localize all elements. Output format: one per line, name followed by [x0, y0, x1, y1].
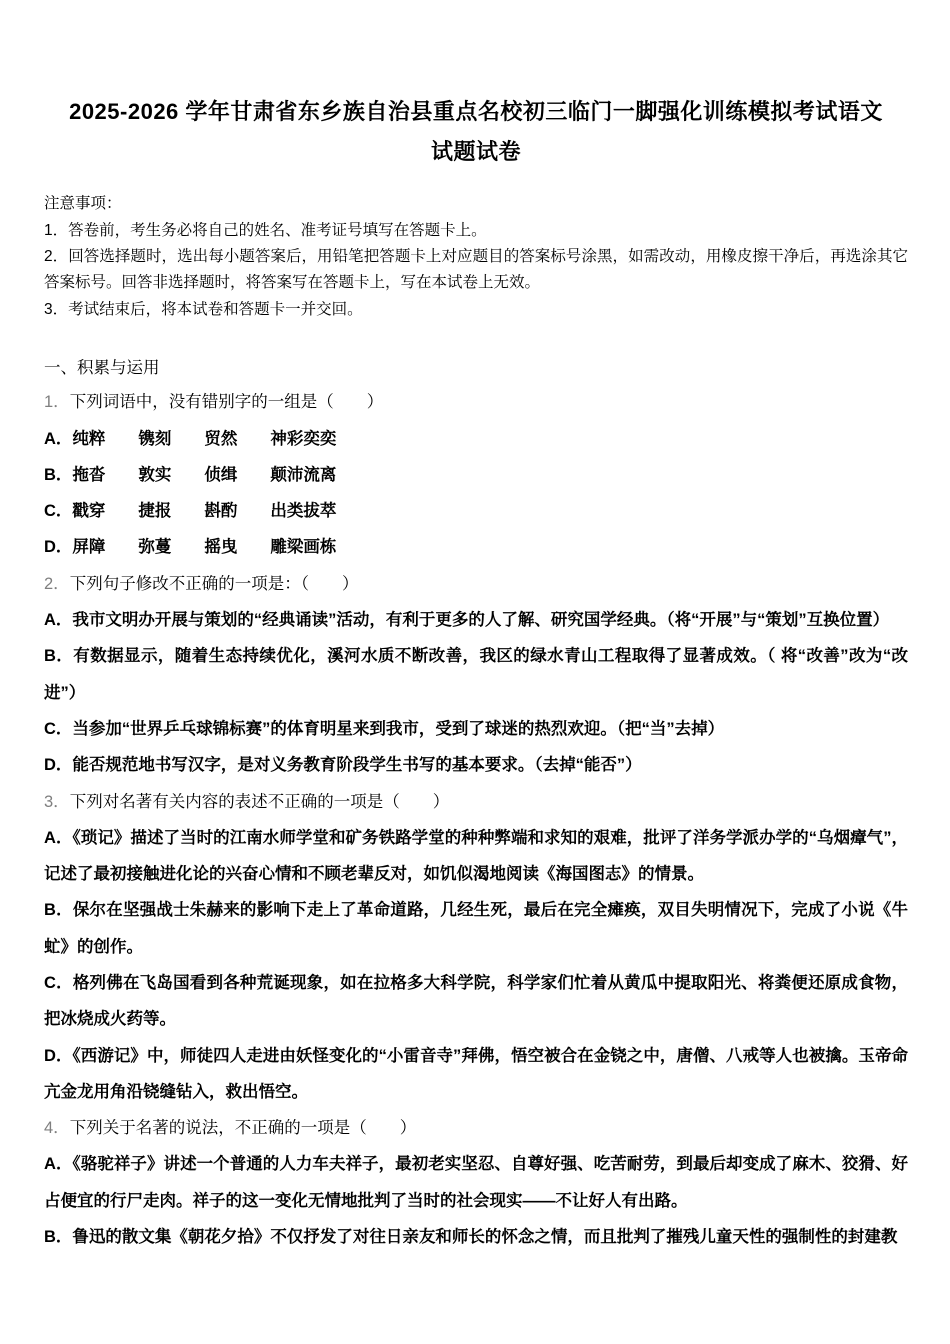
question-3-stem-text: 下列对名著有关内容的表述不正确的一项是（ ）	[69, 792, 450, 811]
question-1-option-c: C．戳穿 捷报 斟酌 出类拔萃	[44, 502, 337, 521]
question-2-option-c: C．当参加“世界乒乓球锦标赛”的体育明星来到我市，受到了球迷的热烈欢迎。（把“当”去掉）	[44, 719, 725, 738]
question-3-option-d: D．《西游记》中，师徒四人走进由妖怪变化的“小雷音寺”拜佛，悟空被合在金铙之中，唐僧、八戒等人也被擒。玉帝命亢金龙用角沿铙缝钻入，救出悟空。	[44, 1046, 908, 1101]
question-2-number: 2．	[44, 574, 70, 593]
question-1-stem-text: 下列词语中，没有错别字的一组是（ ）	[69, 393, 384, 412]
question-3	[44, 784, 908, 1111]
notice-item-2: 2．回答选择题时，选出每小题答案后，用铅笔把答题卡上对应题目的答案标号涂黑，如需改动，用橡皮擦干净后，再选涂其它答案标号。回答非选择题时，将答案写在答题卡上，写在本试卷上无效。	[44, 247, 908, 292]
question-2-option-a: A．我市文明办开展与策划的“经典诵读”活动，有利于更多的人了解、研究国学经典。（将“开展”与“策划”互换位置）	[44, 611, 890, 630]
notice-item-1: 1．答卷前，考生务必将自己的姓名、准考证号填写在答题卡上。	[44, 221, 487, 239]
question-4-number: 4．	[44, 1119, 70, 1138]
question-2-option-b: B．有数据显示，随着生态持续优化，溪河水质不断改善，我区的绿水青山工程取得了显著成效。（ 将“改善”改为“改进”）	[44, 647, 908, 702]
question-1	[44, 384, 908, 565]
question-3-number: 3．	[44, 792, 70, 811]
question-3-option-a: A．《琐记》描述了当时的江南水师学堂和矿务铁路学堂的种种弊端和求知的艰难，批评了洋务学派办学的“乌烟瘴气”，记述了最初接触进化论的兴奋心情和不顾老辈反对，如饥似渴地阅读《海国图志》的情景。	[44, 828, 908, 884]
question-4-stem-text: 下列关于名著的说法，不正确的一项是（ ）	[69, 1119, 417, 1138]
question-2	[44, 566, 908, 784]
question-4	[44, 1110, 908, 1255]
notice-heading: 注意事项：	[44, 195, 122, 213]
question-2-option-d: D．能否规范地书写汉字，是对义务教育阶段学生书写的基本要求。（去掉“能否”）	[44, 756, 642, 775]
question-1-option-d: D．屏障 弥蔓 摇曳 雕梁画栋	[44, 538, 337, 557]
question-1-number: 1．	[44, 393, 70, 412]
notice-item-3: 3．考试结束后，将本试卷和答题卡一并交回。	[44, 300, 363, 318]
section-heading: 一、积累与运用	[44, 358, 160, 377]
page-title: 2025-2026 学年甘肃省东乡族自治县重点名校初三临门一脚强化训练模拟考试语文试题试卷	[69, 99, 883, 164]
question-4-stem	[44, 1110, 908, 1146]
notice-section	[44, 191, 908, 323]
question-3-option-c: C．格列佛在飞岛国看到各种荒诞现象，如在拉格多大科学院，科学家们忙着从黄瓜中提取阳光、将粪便还原成食物，把冰烧成火药等。	[44, 974, 908, 1029]
question-2-stem	[44, 566, 908, 602]
question-1-option-b: B．拖沓 敦实 侦缉 颠沛流离	[44, 465, 337, 484]
question-4-option-a: A．《骆驼祥子》讲述一个普通的人力车夫祥子，最初老实坚忍、自尊好强、吃苦耐劳，到最后却变成了麻木、狡猾、好占便宜的行尸走肉。祥子的这一变化无情地批判了当时的社会现实——不让好人有出路。	[44, 1155, 908, 1210]
question-4-option-b: B．鲁迅的散文集《朝花夕拾》不仅抒发了对往日亲友和师长的怀念之情，而且批判了摧残儿童天性的强制性的封建教	[44, 1228, 898, 1247]
question-1-stem	[44, 384, 908, 420]
question-3-stem	[44, 784, 908, 820]
question-3-option-b: B．保尔在坚强战士朱赫来的影响下走上了革命道路，几经生死，最后在完全瘫痪，双目失明情况下，完成了小说《牛虻》的创作。	[44, 901, 908, 956]
question-1-option-a: A．纯粹 镌刻 贸然 神彩奕奕	[44, 429, 337, 448]
question-2-stem-text: 下列句子修改不正确的一项是：（ ）	[69, 574, 359, 593]
